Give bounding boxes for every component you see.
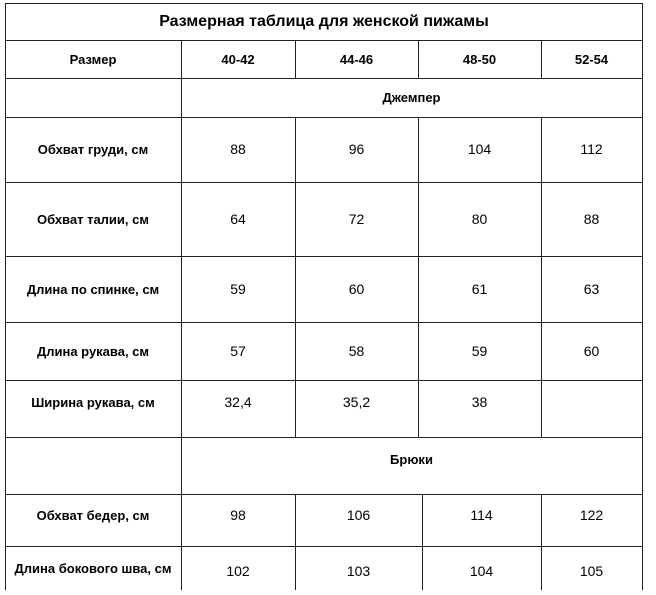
row-label: Длина бокового шва, см xyxy=(14,561,172,576)
value-cell: 57 xyxy=(230,342,246,359)
row-label: Обхват груди, см xyxy=(37,142,149,157)
value-cell: 59 xyxy=(230,280,246,297)
value-cell: 60 xyxy=(348,280,365,297)
value-cell: 38 xyxy=(471,394,488,410)
value-cell: 88 xyxy=(583,210,600,227)
value-cell: 104 xyxy=(469,562,494,579)
size-header-label: Размер xyxy=(69,51,117,67)
value-cell: 58 xyxy=(348,342,365,359)
value-cell: 72 xyxy=(348,210,365,227)
value-cell: 59 xyxy=(471,342,488,359)
value-cell xyxy=(541,380,642,425)
value-cell: 122 xyxy=(579,506,604,523)
size-header-cell: 48-50 xyxy=(462,51,497,67)
value-cell: 80 xyxy=(471,210,488,227)
value-cell: 88 xyxy=(230,141,246,157)
value-cell: 32,4 xyxy=(224,394,252,410)
value-cell: 103 xyxy=(346,562,371,579)
row-label: Ширина рукава, см xyxy=(31,395,155,410)
value-cell: 114 xyxy=(470,506,493,523)
size-header-cell: 40-42 xyxy=(221,51,255,67)
section-title-jumper: Джемпер xyxy=(382,90,441,105)
value-cell: 63 xyxy=(583,280,600,297)
value-cell: 104 xyxy=(467,141,492,157)
row-label: Обхват талии, см xyxy=(37,211,149,227)
value-cell: 105 xyxy=(579,562,604,579)
table-title: Размерная таблица для женской пижамы xyxy=(159,13,489,30)
value-cell: 64 xyxy=(230,210,246,227)
grid-line xyxy=(642,3,643,590)
row-label: Длина рукава, см xyxy=(36,343,150,359)
row-label: Длина по спинке, см xyxy=(26,281,160,297)
value-cell: 61 xyxy=(471,280,488,297)
section-title-pants: Брюки xyxy=(390,451,433,467)
value-cell: 35,2 xyxy=(342,394,371,410)
value-cell: 106 xyxy=(346,506,371,523)
size-header-cell: 44-46 xyxy=(339,51,374,67)
value-cell: 102 xyxy=(226,562,250,579)
value-cell: 98 xyxy=(230,506,246,523)
size-header-cell: 52-54 xyxy=(574,51,609,67)
value-cell: 96 xyxy=(348,141,365,157)
row-label: Обхват бедер, см xyxy=(36,507,150,523)
value-cell: 112 xyxy=(580,141,603,157)
value-cell: 60 xyxy=(583,342,600,359)
